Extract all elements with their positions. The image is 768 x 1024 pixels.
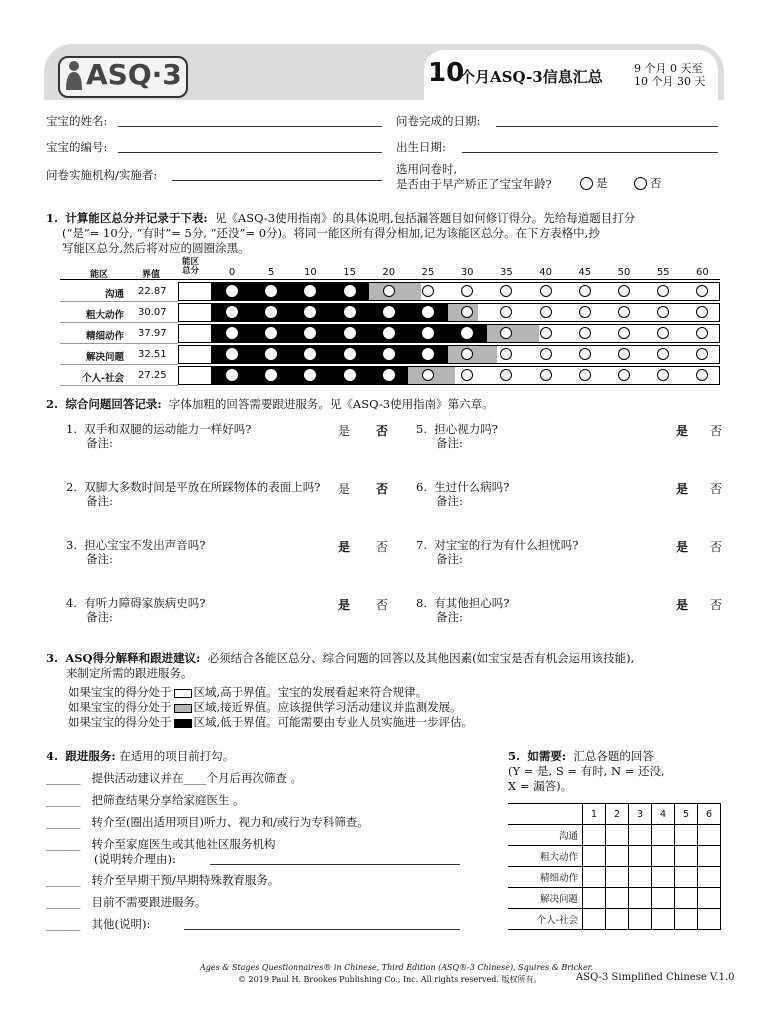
col-total: 能区总分 [182, 257, 200, 276]
scale-tick: 55 [656, 267, 670, 278]
answer-yes[interactable]: 是 [676, 482, 689, 496]
score-circle[interactable] [618, 327, 630, 339]
note-label: 备注: [86, 610, 113, 624]
legend-swatch [174, 704, 192, 713]
followup-item[interactable]: ______ 转介至家庭医生或其他社区服务机构 [46, 837, 276, 851]
response-cell[interactable] [698, 825, 721, 846]
question-text: 有其他担心吗? [434, 596, 510, 610]
question-item: 4. 有听力障碍家族病史吗? 备注: [66, 596, 206, 624]
col-header: 6 [698, 804, 721, 825]
scale-tick: 50 [617, 267, 631, 278]
birth-date-field[interactable] [462, 152, 718, 153]
response-cell[interactable] [652, 888, 675, 909]
adjusted-yes-label: 是 [596, 176, 608, 190]
answer-no[interactable]: 否 [376, 424, 389, 438]
question-text: 双脚大多数时间是平放在所踩物体的表面上吗? [84, 480, 321, 494]
response-cell[interactable] [675, 825, 698, 846]
domain-label: 粗大动作 [85, 310, 124, 321]
baby-id-label: 宝宝的编号: [46, 140, 108, 154]
response-cell[interactable] [606, 846, 629, 867]
score-circle[interactable] [344, 285, 356, 297]
scale-tick: 10 [304, 267, 317, 278]
domain-label: 个人-社会 [82, 373, 124, 384]
score-circle[interactable] [422, 285, 434, 297]
scale-tick: 20 [382, 267, 396, 278]
scale-tick: 30 [460, 267, 474, 278]
score-circle[interactable] [618, 348, 630, 360]
response-cell[interactable] [629, 888, 652, 909]
score-circle[interactable] [226, 369, 238, 381]
note-label: 备注: [436, 436, 463, 450]
response-cell[interactable] [629, 867, 652, 888]
scale-tick: 25 [421, 267, 435, 278]
answer-yes[interactable]: 是 [676, 424, 689, 438]
score-circle[interactable] [383, 348, 395, 360]
adjusted-question-1: 选用问卷时, [396, 162, 458, 176]
adjusted-question-2: 是否由于早产矫正了宝宝年龄? [396, 177, 552, 191]
question-text: 生过什么病吗? [434, 480, 510, 494]
domain-total-cell[interactable] [178, 345, 212, 364]
response-cell[interactable] [629, 825, 652, 846]
note-label: 备注: [86, 552, 113, 566]
section4-heading: 4. 跟进服务: 在适用的项目前打勾。 [46, 749, 235, 763]
col-header: 2 [606, 804, 629, 825]
scale-tick: 40 [539, 267, 552, 278]
scale-tick: 45 [578, 267, 592, 278]
score-circle[interactable] [540, 348, 552, 360]
score-circle[interactable] [579, 327, 591, 339]
row-label: 精细动作 [508, 867, 583, 888]
followup-item[interactable]: ______ 转介至(圈出适用项目)听力、视力和/或行为专科筛查。 [46, 815, 369, 829]
row-rule [60, 301, 178, 302]
question-item: 3. 担心宝宝不发出声音吗? 备注: [66, 538, 206, 566]
question-text: 担心宝宝不发出声音吗? [84, 538, 206, 552]
response-cell[interactable] [629, 846, 652, 867]
domain-label: 精细动作 [85, 331, 124, 342]
row-label: 解决问题 [508, 888, 583, 909]
answer-no[interactable]: 否 [710, 482, 723, 496]
score-circle[interactable] [383, 369, 395, 381]
scale-tick: 35 [500, 267, 513, 278]
answer-no[interactable]: 否 [376, 540, 389, 554]
followup-item[interactable]: ______ 转介至早期干预/早期特殊教育服务。 [46, 873, 280, 887]
row-rule [60, 364, 178, 365]
legend-row: 如果宝宝的得分处于 区域,接近界值。应该提供学习活动建议并监测发展。 [68, 700, 462, 714]
cutoff-value: 27.25 [138, 370, 167, 381]
page-title: 个月ASQ-3信息汇总 [460, 68, 603, 86]
table-top-rule [60, 279, 720, 280]
scale-tick: 15 [343, 267, 356, 278]
col-cutoff: 界值 [142, 270, 161, 280]
cutoff-value: 32.51 [138, 349, 167, 360]
legend-row: 如果宝宝的得分处于 区域,高于界值。宝宝的发展看起来符合规律。 [68, 685, 428, 699]
answer-no[interactable]: 否 [376, 598, 389, 612]
score-circle[interactable] [422, 369, 434, 381]
answer-no[interactable]: 否 [376, 482, 389, 496]
response-cell[interactable] [698, 867, 721, 888]
logo-text: ASQ·3 [86, 58, 182, 91]
response-cell[interactable] [583, 888, 606, 909]
score-circle[interactable] [422, 348, 434, 360]
score-circle[interactable] [540, 369, 552, 381]
baby-name-field[interactable] [118, 126, 382, 127]
child-figure-icon [64, 60, 84, 90]
baby-id-field[interactable] [118, 152, 382, 153]
score-circle[interactable] [618, 306, 630, 318]
response-cell[interactable] [583, 867, 606, 888]
response-cell[interactable] [675, 846, 698, 867]
administrator-field[interactable] [172, 180, 382, 181]
scale-tick: 5 [268, 267, 275, 278]
question-text: 担心视力吗? [434, 422, 498, 436]
score-circle[interactable] [422, 327, 434, 339]
score-circle[interactable] [540, 306, 552, 318]
answer-no[interactable]: 否 [710, 598, 723, 612]
score-circle[interactable] [579, 285, 591, 297]
question-item: 7. 对宝宝的行为有什么担忧吗? 备注: [416, 538, 579, 566]
footer-copyright: © 2019 Paul H. Brookes Publishing Co., Inc. All rights reserved. 版权所有。 [238, 975, 542, 984]
title-number: 10 [428, 58, 465, 88]
score-circle[interactable] [344, 327, 356, 339]
administrator-label: 问卷实施机构/实施者: [46, 168, 158, 182]
question-text: 对宝宝的行为有什么担忧吗? [434, 538, 579, 552]
response-cell[interactable] [606, 825, 629, 846]
domain-label: 沟通 [104, 289, 124, 300]
corner-cell [508, 804, 583, 825]
score-circle[interactable] [579, 348, 591, 360]
score-circle[interactable] [383, 327, 395, 339]
legend-swatch [174, 689, 192, 698]
question-item: 8. 有其他担心吗? 备注: [416, 596, 510, 624]
response-cell[interactable] [606, 888, 629, 909]
score-circle[interactable] [422, 306, 434, 318]
row-label: 沟通 [508, 825, 583, 846]
birth-date-label: 出生日期: [396, 140, 446, 154]
row-label: 个人-社会 [508, 909, 583, 930]
age-range: 9 个月 0 天至 10 个月 30 天 [634, 62, 706, 88]
response-cell[interactable] [675, 909, 698, 930]
score-circle[interactable] [618, 285, 630, 297]
score-circle[interactable] [579, 306, 591, 318]
answer-no[interactable]: 否 [710, 540, 723, 554]
completion-date-label: 问卷完成的日期: [396, 114, 481, 128]
other-field[interactable] [184, 929, 460, 930]
followup-item[interactable]: ______ 把筛查结果分享给家庭医生 。 [46, 793, 245, 807]
cutoff-value: 30.07 [138, 307, 167, 318]
response-cell[interactable] [652, 825, 675, 846]
answer-yes[interactable]: 是 [676, 540, 689, 554]
scale-tick: 0 [228, 267, 236, 278]
response-cell[interactable] [698, 909, 721, 930]
domain-total-cell[interactable] [178, 303, 212, 322]
score-circle[interactable] [226, 306, 238, 318]
followup-item[interactable]: ______ 其他(说明): [46, 917, 151, 931]
referral-reason-label: (说明转介理由): [94, 852, 176, 866]
answer-yes[interactable]: 是 [338, 540, 351, 554]
response-cell[interactable] [606, 909, 629, 930]
adjusted-no-radio[interactable] [634, 177, 647, 190]
answer-yes[interactable]: 是 [338, 482, 351, 496]
domain-total-cell[interactable] [178, 366, 212, 385]
answer-yes[interactable]: 是 [338, 598, 351, 612]
question-text: 双手和双腿的运动能力一样好吗? [84, 422, 252, 436]
response-cell[interactable] [652, 846, 675, 867]
col-header: 3 [629, 804, 652, 825]
score-circle[interactable] [226, 285, 238, 297]
item-response-table [508, 803, 721, 930]
response-cell[interactable] [675, 867, 698, 888]
score-circle[interactable] [579, 369, 591, 381]
completion-date-field[interactable] [496, 126, 718, 127]
section2-heading: 2. 综合问题回答记录: 字体加粗的回答需要跟进服务。见《ASQ-3使用指南》第六章。 [46, 397, 494, 411]
score-circle[interactable] [540, 285, 552, 297]
note-label: 备注: [86, 436, 113, 450]
response-cell[interactable] [583, 825, 606, 846]
section1-text: 1. 计算能区总分并记录于下表: 见《ASQ-3使用指南》的具体说明,包括漏答题目如何修订得分。先给每道题目打分 (“是”= 10分, “有时”= 5分, “还没”= 0分)。将同一能区所有得分相加,记为该能区总分。在下方表格中,抄 写能区总分,然后将对应的圆圈涂黑。 [46, 211, 636, 255]
response-cell[interactable] [675, 888, 698, 909]
score-circle[interactable] [344, 348, 356, 360]
note-label: 备注: [436, 494, 463, 508]
response-cell[interactable] [606, 867, 629, 888]
answer-no[interactable]: 否 [710, 424, 723, 438]
score-circle[interactable] [618, 369, 630, 381]
question-item: 6. 生过什么病吗? 备注: [416, 480, 510, 508]
col-header: 4 [652, 804, 675, 825]
followup-item[interactable]: ______ 提供活动建议并在____个月后再次筛查 。 [46, 771, 303, 785]
referral-reason-field[interactable] [210, 864, 460, 865]
domain-total-cell[interactable] [178, 282, 212, 301]
score-circle[interactable] [540, 327, 552, 339]
row-rule [60, 343, 178, 344]
score-circle[interactable] [344, 369, 356, 381]
score-circle[interactable] [383, 285, 395, 297]
response-cell[interactable] [698, 888, 721, 909]
note-label: 备注: [436, 610, 463, 624]
row-rule [60, 385, 178, 386]
score-circle[interactable] [344, 306, 356, 318]
scale-tick: 60 [696, 267, 709, 278]
col-header: 1 [583, 804, 606, 825]
adjusted-no-label: 否 [650, 176, 662, 190]
legend-swatch [174, 719, 192, 728]
cutoff-value: 22.87 [138, 286, 167, 297]
note-label: 备注: [86, 494, 113, 508]
section3-text: 3. ASQ得分解释和跟进建议: 必须结合各能区总分、综合问题的回答以及其他因素(如宝宝是否有机会运用该技能), 来制定所需的跟进服务。 [46, 651, 635, 680]
section5-text: 5. 如需要: 汇总各题的回答 (Y = 是, S = 有时, N = 还没, X = 漏答)。 [508, 749, 665, 793]
row-label: 粗大动作 [508, 846, 583, 867]
response-cell[interactable] [629, 909, 652, 930]
footer-citation: Ages & Stages Questionnaires® in Chinese, Third Edition (ASQ®-3 Chinese), Squires & Bricker. [200, 963, 594, 972]
cutoff-value: 37.97 [138, 328, 167, 339]
domain-total-cell[interactable] [178, 324, 212, 343]
baby-name-label: 宝宝的姓名: [46, 114, 108, 128]
question-item: 1. 双手和双腿的运动能力一样好吗? 备注: [66, 422, 252, 450]
question-item: 5. 担心视力吗? 备注: [416, 422, 498, 450]
answer-yes[interactable]: 是 [338, 424, 351, 438]
domain-label: 解决问题 [85, 352, 124, 363]
answer-yes[interactable]: 是 [676, 598, 689, 612]
score-circle[interactable] [226, 327, 238, 339]
adjusted-yes-radio[interactable] [580, 177, 593, 190]
footer-version: ASQ-3 Simplified Chinese V.1.0 [576, 972, 735, 983]
question-item: 2. 双脚大多数时间是平放在所踩物体的表面上吗? 备注: [66, 480, 321, 508]
response-cell[interactable] [583, 846, 606, 867]
response-cell[interactable] [652, 867, 675, 888]
row-rule [60, 322, 178, 323]
response-cell[interactable] [583, 909, 606, 930]
col-header: 5 [675, 804, 698, 825]
question-text: 有听力障碍家族病史吗? [84, 596, 206, 610]
note-label: 备注: [436, 552, 463, 566]
score-circle[interactable] [226, 348, 238, 360]
col-domain: 能区 [90, 270, 109, 280]
response-cell[interactable] [652, 909, 675, 930]
response-cell[interactable] [698, 846, 721, 867]
followup-item[interactable]: ______ 目前不需要跟进服务。 [46, 895, 207, 909]
score-circle[interactable] [383, 306, 395, 318]
legend-row: 如果宝宝的得分处于 区域,低于界值。可能需要由专业人员实施进一步评估。 [68, 715, 474, 729]
